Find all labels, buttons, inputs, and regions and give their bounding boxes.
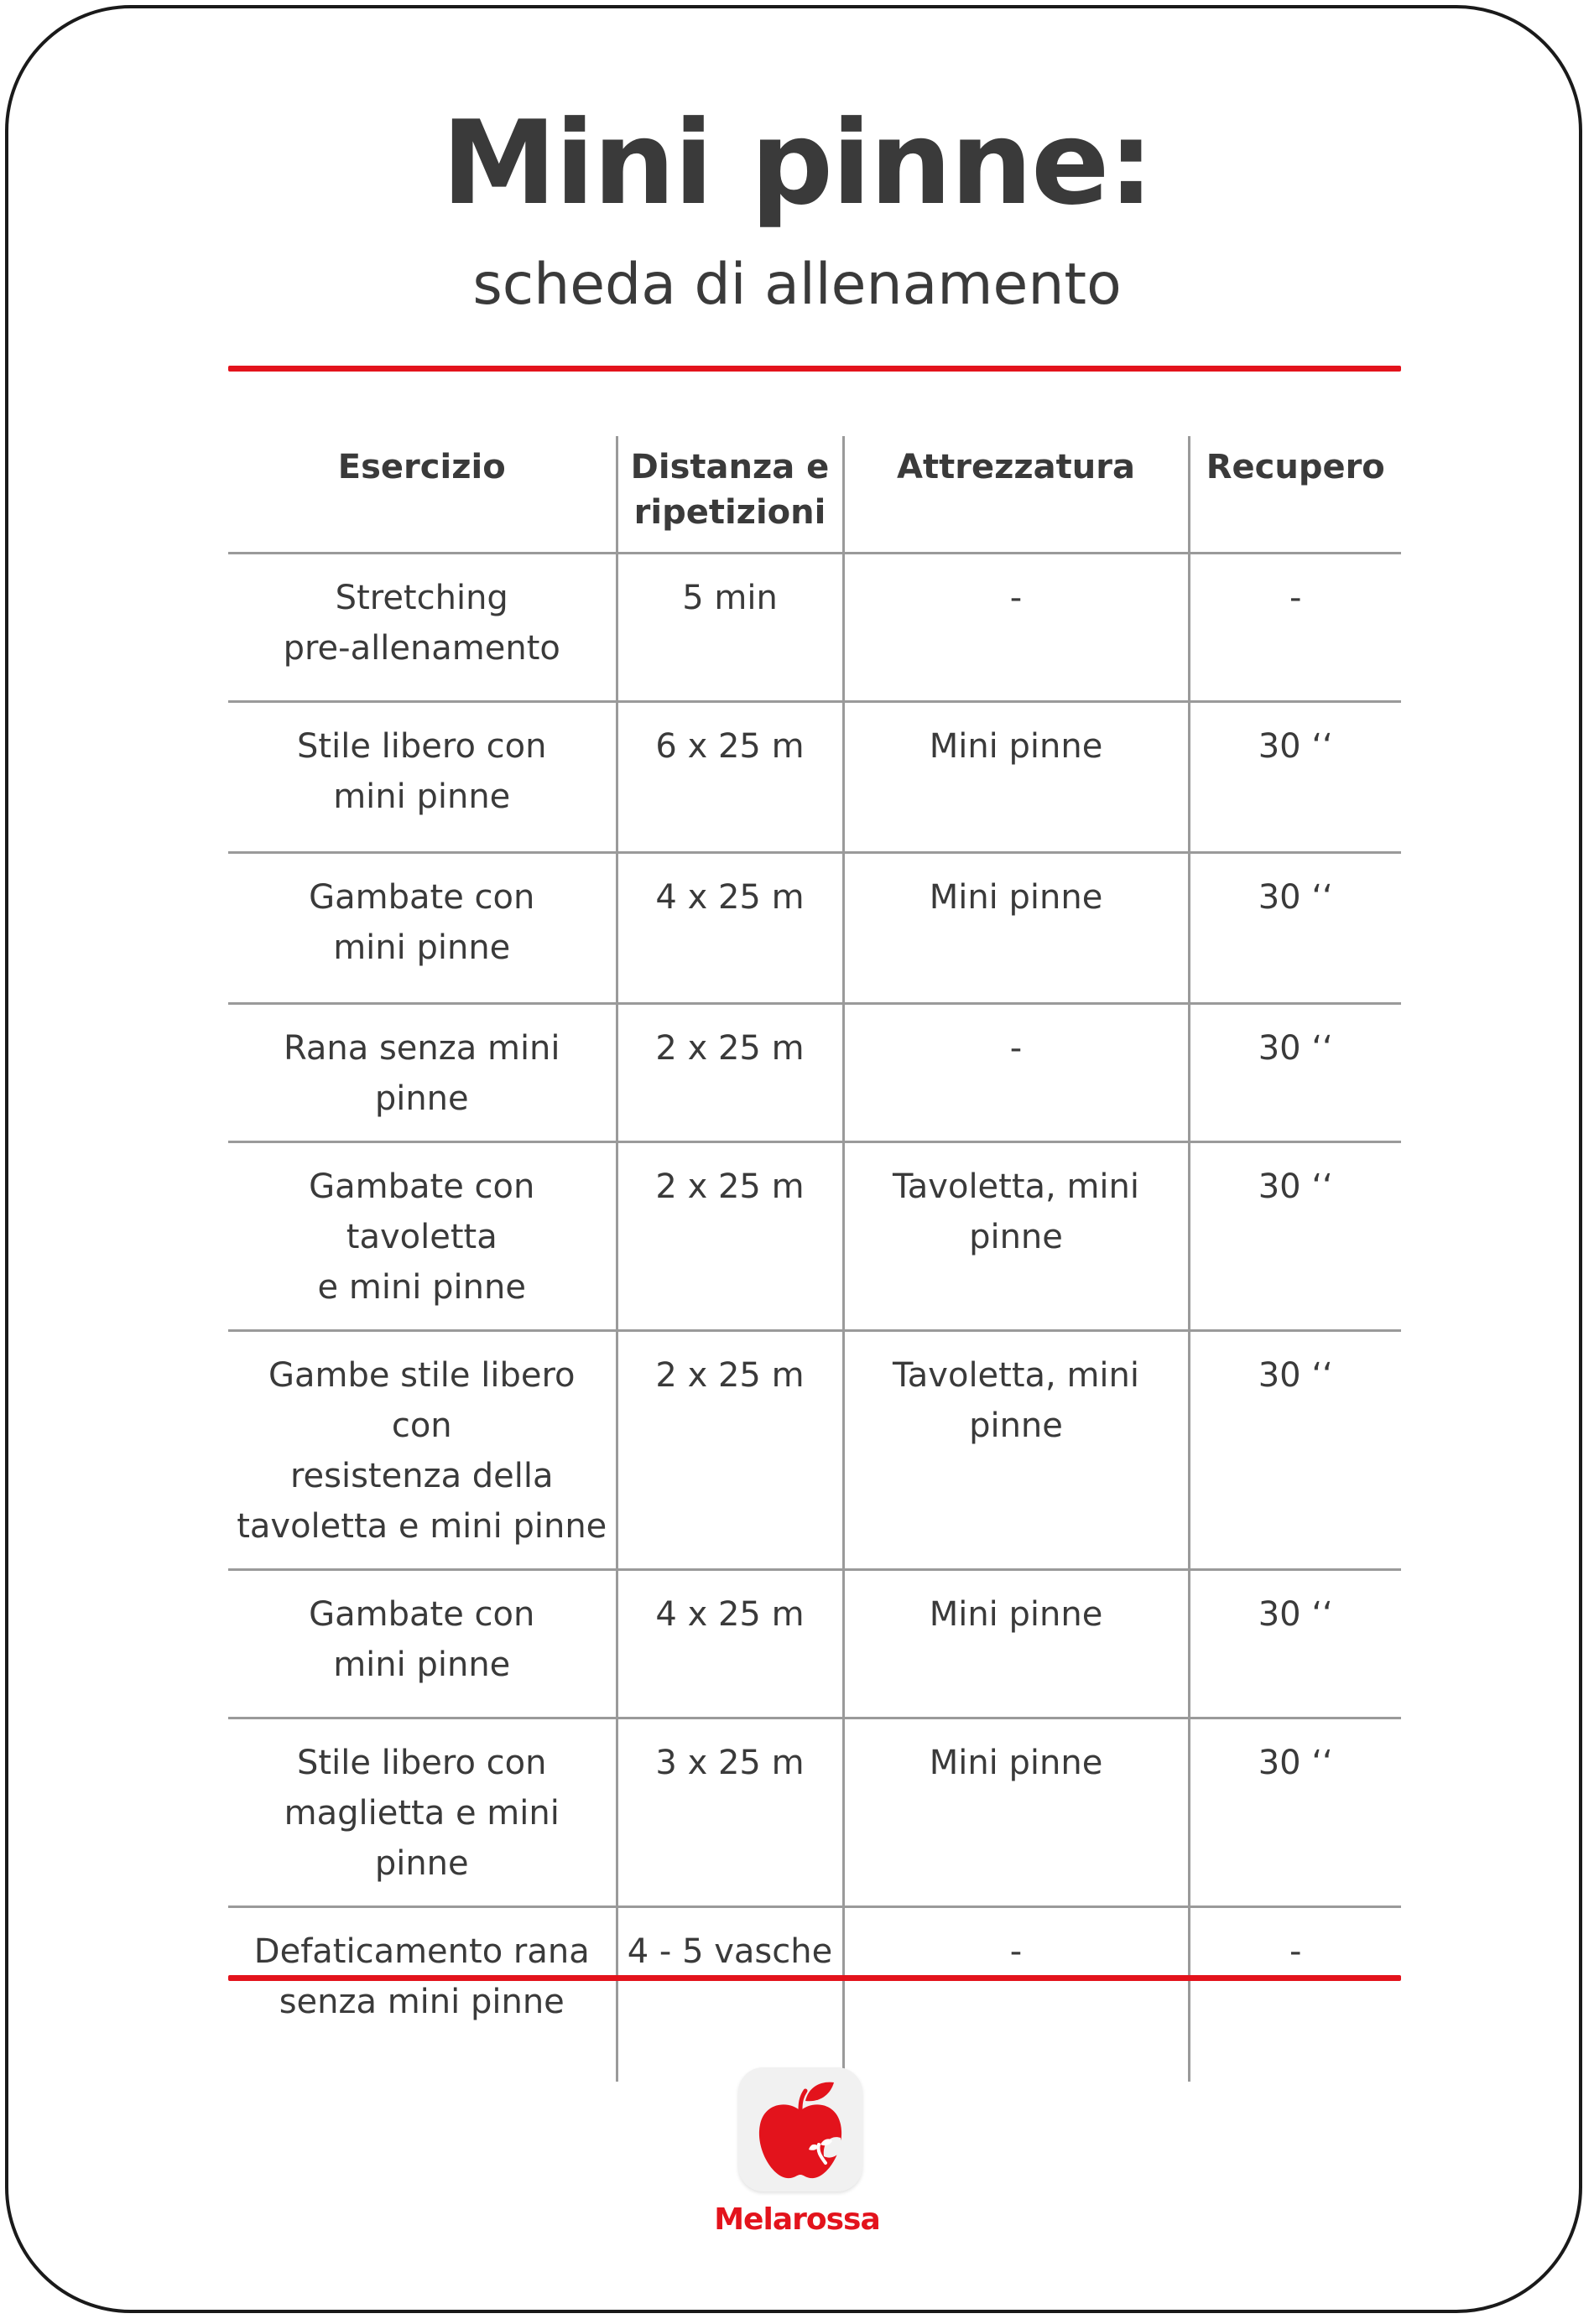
cell-attrezzatura: - xyxy=(843,554,1189,702)
table-row xyxy=(228,1718,1401,1907)
cell-recupero: 30 ‘‘ xyxy=(1189,853,1401,1004)
cell-esercizio: Stile libero con mini pinne xyxy=(228,702,617,853)
cell-distanza: 5 min xyxy=(617,554,843,702)
table-row xyxy=(228,554,1401,702)
cell-attrezzatura: - xyxy=(843,1004,1189,1142)
cell-esercizio: Stile libero con maglietta e mini pinne xyxy=(228,1718,617,1907)
brand-logo xyxy=(738,2067,862,2191)
cell-recupero: 30 ‘‘ xyxy=(1189,1718,1401,1907)
cell-recupero: 30 ‘‘ xyxy=(1189,1570,1401,1718)
cell-recupero: - xyxy=(1189,554,1401,702)
cell-distanza: 2 x 25 m xyxy=(617,1004,843,1142)
cell-distanza: 2 x 25 m xyxy=(617,1142,843,1331)
bottom-divider xyxy=(228,1975,1401,1981)
cell-esercizio: Rana senza mini pinne xyxy=(228,1004,617,1142)
cell-attrezzatura: Mini pinne xyxy=(843,1718,1189,1907)
cell-attrezzatura: Tavoletta, mini pinne xyxy=(843,1331,1189,1570)
page-title: Mini pinne: xyxy=(441,96,1153,231)
cell-distanza: 6 x 25 m xyxy=(617,702,843,853)
logo-tile xyxy=(738,2067,862,2191)
table-row xyxy=(228,1331,1401,1570)
cell-recupero: 30 ‘‘ xyxy=(1189,702,1401,853)
column-header-distanza: Distanza e ripetizioni xyxy=(617,436,843,554)
column-header-attrezzatura: Attrezzatura xyxy=(843,436,1189,554)
cell-attrezzatura: Tavoletta, mini pinne xyxy=(843,1142,1189,1331)
cell-attrezzatura: Mini pinne xyxy=(843,1570,1189,1718)
cell-esercizio: Gambe stile libero con resistenza della tavoletta e mini pinne xyxy=(228,1331,617,1570)
cell-attrezzatura: Mini pinne xyxy=(843,702,1189,853)
apple-icon xyxy=(750,2076,851,2183)
cell-distanza: 4 x 25 m xyxy=(617,1570,843,1718)
cell-attrezzatura: - xyxy=(843,1907,1189,2082)
cell-distanza: 4 - 5 vasche xyxy=(617,1907,843,2082)
cell-recupero: 30 ‘‘ xyxy=(1189,1004,1401,1142)
column-header-esercizio: Esercizio xyxy=(228,436,617,554)
cell-esercizio: Gambate con mini pinne xyxy=(228,1570,617,1718)
training-table xyxy=(228,436,1401,2082)
cell-esercizio: Defaticamento rana senza mini pinne xyxy=(253,1932,590,2021)
cell-recupero: - xyxy=(1189,1907,1401,2082)
cell-distanza: 3 x 25 m xyxy=(617,1718,843,1907)
brand-name: Melarossa xyxy=(714,2202,880,2237)
table-row xyxy=(228,1907,1401,2082)
cell-attrezzatura: Mini pinne xyxy=(843,853,1189,1004)
table-row xyxy=(228,1004,1401,1142)
cell-esercizio: Gambate con tavoletta e mini pinne xyxy=(228,1142,617,1331)
table-row xyxy=(228,1570,1401,1718)
cell-recupero: 30 ‘‘ xyxy=(1189,1331,1401,1570)
table-header-row xyxy=(228,436,1401,554)
top-divider xyxy=(228,366,1401,372)
cell-distanza: 2 x 25 m xyxy=(617,1331,843,1570)
table-row xyxy=(228,1142,1401,1331)
cell-distanza: 4 x 25 m xyxy=(617,853,843,1004)
cell-esercizio: Gambate con mini pinne xyxy=(228,853,617,1004)
table-row xyxy=(228,702,1401,853)
column-header-recupero: Recupero xyxy=(1189,436,1401,554)
table-row xyxy=(228,853,1401,1004)
page-subtitle: scheda di allenamento xyxy=(472,252,1122,318)
cell-esercizio: Stretching pre-allenamento xyxy=(228,554,617,702)
cell-recupero: 30 ‘‘ xyxy=(1189,1142,1401,1331)
